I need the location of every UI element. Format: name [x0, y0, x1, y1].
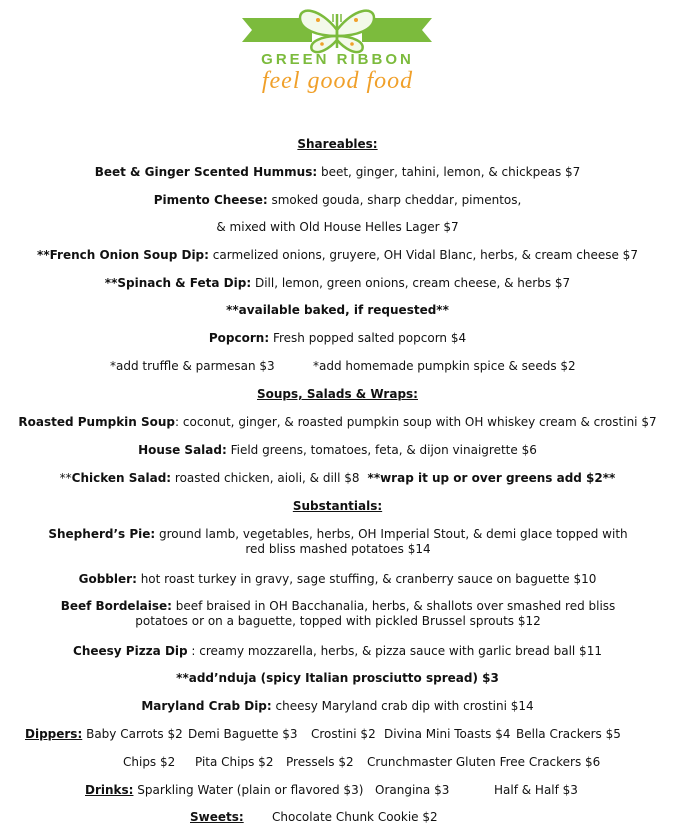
item-desc: roasted chicken, aioli, & dill $8 — [171, 471, 360, 485]
addon-truffle: *add truffle & parmesan $3 — [110, 359, 275, 373]
dipper-item: Pita Chips $2 — [195, 755, 274, 769]
section-heading-soups: Soups, Salads & Wraps: — [257, 387, 418, 401]
item-name: Maryland Crab Dip: — [141, 699, 272, 713]
dipper-item: Crunchmaster Gluten Free Crackers $6 — [367, 755, 601, 769]
item-desc: smoked gouda, sharp cheddar, pimentos, — [267, 193, 522, 207]
item-desc: ground lamb, vegetables, herbs, OH Imperial Stout, & demi glace topped with red bliss mashed potatoes $14 — [155, 527, 628, 556]
item-desc: hot roast turkey in gravy, sage stuffing, & cranberry sauce on baguette $10 — [136, 572, 597, 586]
sweets-label: Sweets: — [190, 810, 244, 824]
dipper-item: Baby Carrots $2 — [86, 727, 183, 741]
item-name: Beef Bordelaise: — [60, 599, 172, 613]
item-name: Shepherd’s Pie: — [48, 527, 156, 541]
item-desc: Dill, lemon, green onions, cream cheese, & herbs $7 — [251, 276, 571, 290]
dippers-row-1 — [25, 727, 183, 742]
wrap-note: **wrap it up or over greens add $2** — [367, 471, 616, 485]
menu-item-beef-bordelaise — [38, 599, 638, 629]
dipper-item: Crostini $2 — [311, 727, 376, 741]
item-name: Beet & Ginger Scented Hummus: — [94, 165, 318, 179]
drink-item: Sparkling Water (plain or flavored $3) — [137, 783, 364, 797]
item-desc: cheesy Maryland crab dip with crostini $14 — [271, 699, 534, 713]
item-name: Cheesy Pizza Dip — [73, 644, 188, 658]
item-prefix: ** — [59, 471, 72, 485]
section-heading-substantials: Substantials: — [292, 499, 383, 513]
item-desc: : coconut, ginger, & roasted pumpkin soup with OH whiskey cream & crostini $7 — [175, 415, 657, 429]
menu-item-chicken-salad — [0, 471, 675, 486]
menu-item-popcorn — [0, 331, 675, 346]
item-desc: beef braised in OH Bacchanalia, herbs, & shallots over smashed red bliss potatoes or on a baguette, topped with pickled Brussel sprouts $12 — [135, 599, 616, 628]
item-desc: Fresh popped salted popcorn $4 — [269, 331, 467, 345]
baked-note: **available baked, if requested** — [226, 303, 449, 317]
item-name: **Spinach & Feta Dip: — [104, 276, 252, 290]
dipper-item: Divina Mini Toasts $4 — [384, 727, 511, 741]
nduja-addon: **add’nduja (spicy Italian prosciutto spread) $3 — [176, 671, 499, 685]
drinks-label: Drinks: — [85, 783, 134, 797]
drinks-row — [85, 783, 363, 798]
item-desc: Field greens, tomatoes, feta, & dijon vinaigrette $6 — [226, 443, 537, 457]
item-desc: beet, ginger, tahini, lemon, & chickpeas $7 — [317, 165, 581, 179]
menu-item-pumpkin-soup — [0, 415, 675, 430]
item-name: **French Onion Soup Dip: — [37, 248, 209, 262]
menu-item-gobbler — [0, 572, 675, 587]
item-name: House Salad: — [138, 443, 227, 457]
item-name: Pimento Cheese: — [153, 193, 268, 207]
item-desc: carmelized onions, gruyere, OH Vidal Blanc, herbs, & cream cheese $7 — [208, 248, 638, 262]
item-name: Popcorn: — [208, 331, 270, 345]
dipper-item: Demi Baguette $3 — [188, 727, 298, 741]
menu-item-maryland-crab-dip — [0, 699, 675, 714]
sweet-item: Chocolate Chunk Cookie $2 — [272, 810, 438, 824]
green-ribbon-logo — [0, 0, 675, 110]
menu-item-shepherds-pie — [38, 527, 638, 557]
menu-item-cheesy-pizza-dip — [0, 644, 675, 659]
brand-name: GREEN RIBBON — [261, 51, 414, 68]
item-name: Gobbler: — [78, 572, 137, 586]
brand-tagline: feel good food — [261, 68, 414, 94]
dipper-item: Chips $2 — [123, 755, 176, 769]
dipper-item: Pressels $2 — [286, 755, 354, 769]
item-name: Roasted Pumpkin Soup — [18, 415, 176, 429]
item-desc: : creamy mozzarella, herbs, & pizza sauce with garlic bread ball $11 — [187, 644, 602, 658]
drink-item: Half & Half $3 — [494, 783, 578, 797]
dippers-label: Dippers: — [25, 727, 83, 741]
menu-item-house-salad — [0, 443, 675, 458]
section-heading-shareables: Shareables: — [297, 137, 378, 151]
drink-item: Orangina $3 — [375, 783, 450, 797]
menu-item-hummus — [0, 165, 675, 180]
addon-pumpkin-spice: *add homemade pumpkin spice & seeds $2 — [313, 359, 576, 373]
item-name: Chicken Salad: — [71, 471, 172, 485]
menu-item-spinach-feta-dip — [0, 276, 675, 291]
dipper-item: Bella Crackers $5 — [516, 727, 621, 741]
menu-item-pimento-cheese — [0, 193, 675, 208]
menu-item-french-onion-dip — [0, 248, 675, 263]
menu-item-pimento-cheese-cont: & mixed with Old House Helles Lager $7 — [216, 220, 459, 234]
